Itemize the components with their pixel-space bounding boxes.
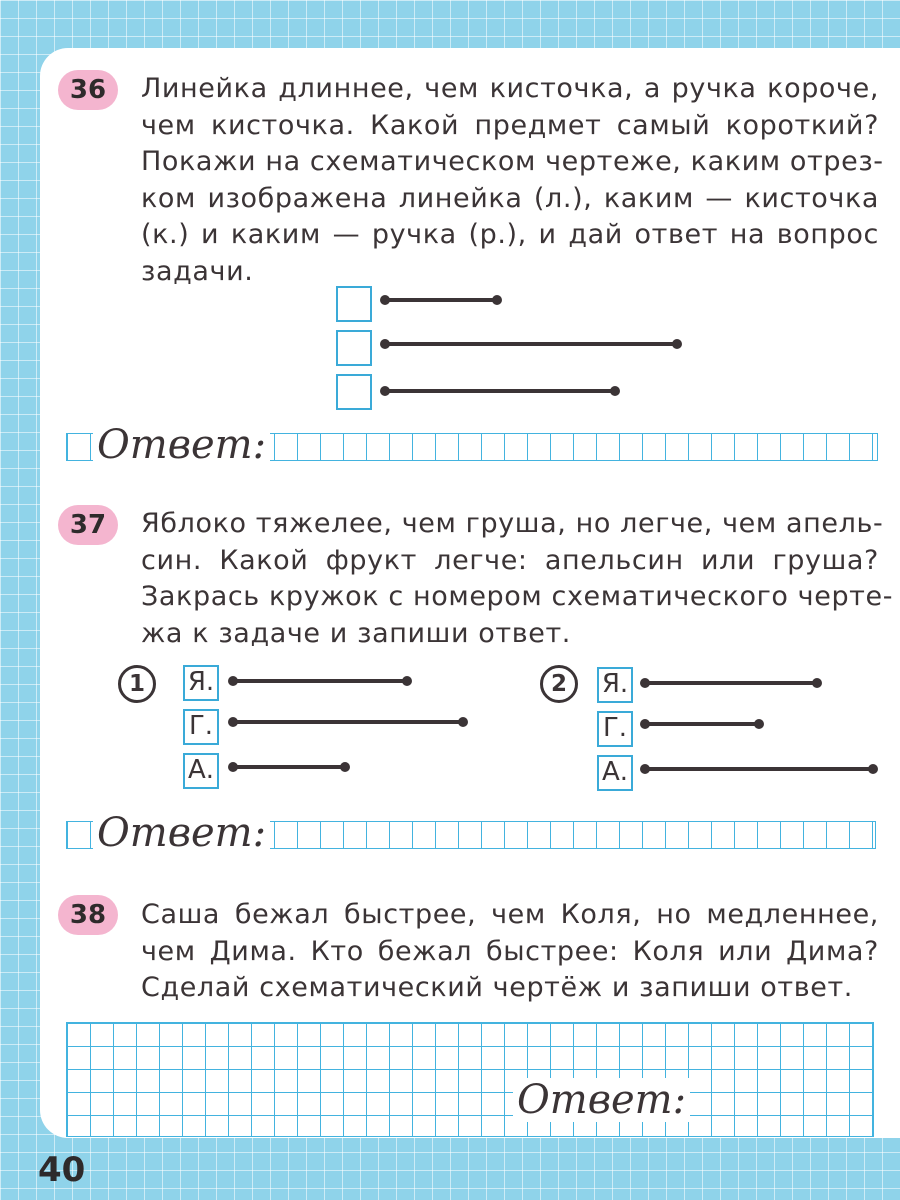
text-line: чем Дима. Кто бежал быстрее: Коля или Дима? <box>141 935 879 967</box>
text-line: Покажи на схематическом чертеже, каким отрез- <box>141 146 884 177</box>
problem-37-badge: 37 <box>58 505 118 545</box>
diagram-1-segment-orange <box>232 765 346 769</box>
segment-long <box>384 342 678 346</box>
answer-label-38: Ответ: <box>513 1078 690 1122</box>
text-line: (к.) и каким — ручка (р.), и дай ответ на вопрос <box>141 219 879 250</box>
problem-38-badge: 38 <box>58 895 118 935</box>
text-line: Сделай схематический чертёж и запиши ответ. <box>141 972 853 1003</box>
text-line: Яблоко тяжелее, чем груша, но легче, чем апель- <box>141 508 884 539</box>
diagram-2-segment-pear <box>644 722 760 726</box>
diagram-2-segment-apple <box>644 681 818 685</box>
segment-short <box>384 298 498 302</box>
text-line: Закрась кружок с номером схематического черте- <box>141 581 894 612</box>
diagram-1-segment-pear <box>232 720 464 724</box>
diagram-1-segment-apple <box>232 679 408 683</box>
diagram-1-number-circle[interactable]: 1 <box>118 665 156 703</box>
text-line: задачи. <box>141 255 254 287</box>
label-box-3[interactable] <box>336 374 372 410</box>
page-number: 40 <box>38 1150 86 1190</box>
diagram-1-label-pear: Г. <box>183 709 219 745</box>
problem-36-badge: 36 <box>58 70 118 110</box>
segment-medium <box>384 389 616 393</box>
text-line: жа к задаче и запиши ответ. <box>141 617 571 649</box>
problem-37-text <box>141 506 894 652</box>
drawing-grid-38[interactable] <box>66 1022 874 1137</box>
text-line: Саша бежал быстрее, чем Коля, но медленнее, <box>141 899 879 930</box>
diagram-2-number-circle[interactable]: 2 <box>540 665 578 703</box>
diagram-1-label-orange: А. <box>183 753 219 789</box>
text-line: чем кисточка. Какой предмет самый короткий? <box>141 109 879 141</box>
diagram-1-label-apple: Я. <box>183 665 219 701</box>
diagram-2-label-orange: А. <box>597 755 633 791</box>
label-box-2[interactable] <box>336 330 372 366</box>
answer-label-37: Ответ: <box>93 811 270 855</box>
problem-36-text <box>141 71 884 290</box>
text-line: син. Какой фрукт легче: апельсин или груша? <box>141 544 879 576</box>
text-line: ком изображена линейка (л.), каким — кисточка <box>141 182 879 214</box>
text-line: Линейка длиннее, чем кисточка, а ручка короче, <box>141 73 879 104</box>
diagram-2-label-apple: Я. <box>597 667 633 703</box>
label-box-1[interactable] <box>336 286 372 322</box>
diagram-2-segment-orange <box>644 767 874 771</box>
diagram-2-label-pear: Г. <box>597 711 633 747</box>
problem-38-text <box>141 897 879 1007</box>
answer-label-36: Ответ: <box>93 423 270 467</box>
